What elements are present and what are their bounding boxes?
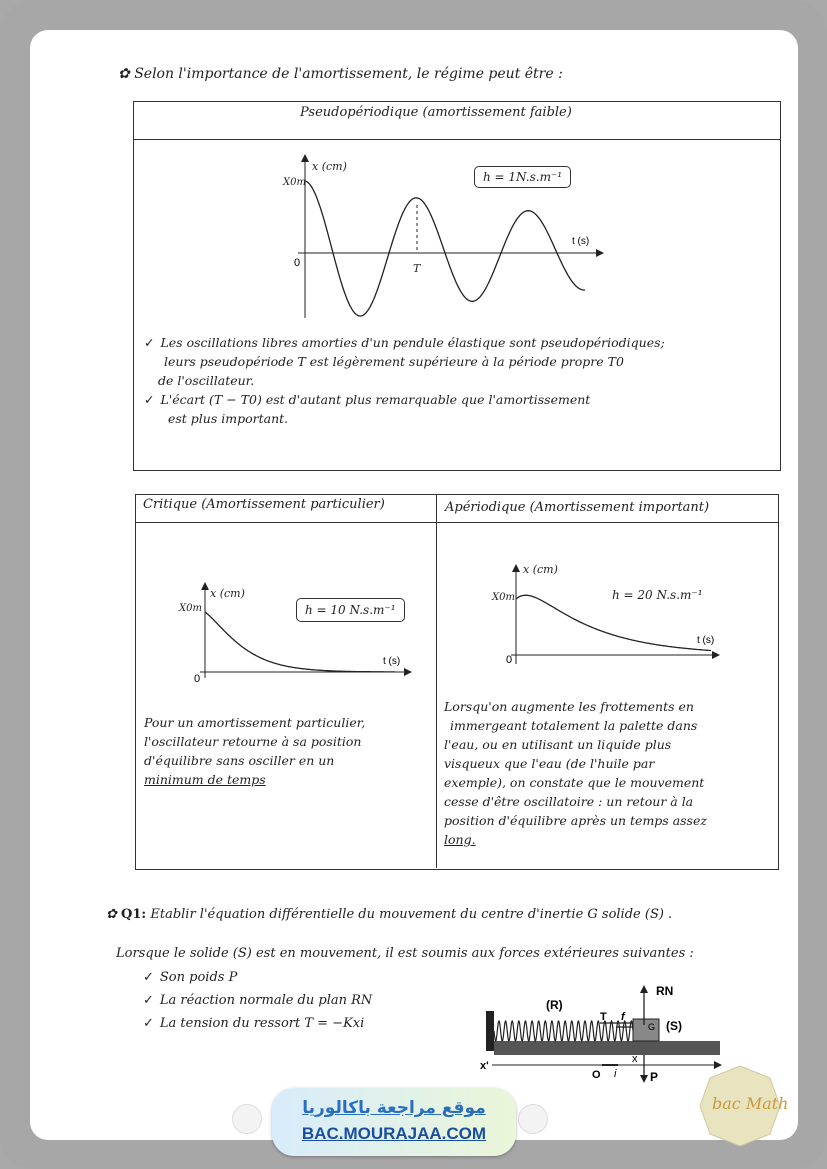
critique-y-arrow: [201, 582, 209, 590]
p-arrowhead: [640, 1075, 648, 1083]
pseudo-y-arrow: [301, 154, 309, 162]
pseudo-h-label: h = 1N.s.m⁻¹: [474, 166, 571, 188]
pseudo-curve: [305, 181, 585, 316]
aperiodique-y-arrow: [512, 564, 520, 572]
bacmath-text: bac Math: [712, 1094, 789, 1113]
aperiodique-line4: visqueux que l'eau (de l'huile par: [444, 756, 655, 771]
flower-bullet-icon: ✿: [106, 907, 117, 922]
pseudo-bullet1-line2: leurs pseudopériode T est légèrement supérieure à la période propre T0: [164, 354, 624, 369]
check-icon: ✓: [143, 970, 154, 985]
q1-text: Etablir l'équation différentielle du mouvement du centre d'inertie G solide (S) .: [150, 907, 673, 922]
fig-P: P: [650, 1070, 659, 1084]
critique-line1: Pour un amortissement particulier,: [144, 715, 366, 730]
two-col-header-divider: [136, 522, 778, 523]
force-normal: ✓ La réaction normale du plan RN: [143, 993, 373, 1008]
ground-plane: [494, 1041, 720, 1055]
critique-line2: l'oscillateur retourne à sa position: [144, 734, 362, 749]
pseudo-x0: X0m: [283, 177, 306, 188]
check-icon: ✓: [143, 1016, 154, 1031]
pseudo-header: Pseudopériodique (amortissement faible): [300, 105, 572, 120]
aperiodique-axis-t: t (s): [697, 635, 715, 646]
critique-header: Critique (Amortissement particulier): [143, 497, 385, 512]
forces-list: [143, 966, 372, 1035]
critique-h-label: h = 10 N.s.m⁻¹: [296, 598, 405, 622]
left-logo-icon: [232, 1104, 262, 1134]
fig-x: x: [632, 1053, 638, 1065]
critique-origin: 0: [194, 673, 201, 685]
aperiodique-header: Apériodique (Amortissement important): [445, 500, 710, 515]
fig-R: (R): [546, 998, 563, 1012]
intro-text: Selon l'importance de l'amortissement, le régime peut être :: [134, 66, 563, 82]
aperiodique-line6: cesse d'être oscillatoire : un retour à la: [444, 794, 694, 809]
wall: [486, 1011, 494, 1051]
check-icon: ✓: [144, 335, 155, 350]
aperiodique-text: [444, 697, 774, 849]
critique-axis-t: t (s): [383, 656, 401, 667]
force-weight: ✓ Son poids P: [143, 970, 238, 985]
aperiodique-origin: 0: [506, 654, 513, 666]
q1-line: [106, 907, 672, 922]
force-tension: ✓ La tension du ressort T = −Kxi: [143, 1016, 365, 1031]
aperiodique-curve: [516, 595, 711, 650]
q1-label: Q1:: [121, 907, 147, 922]
aperiodique-t-arrow: [712, 651, 720, 659]
pseudo-bullet2: ✓ L'écart (T − T0) est d'autant plus remarquable que l'amortissement: [144, 392, 591, 407]
critique-x0: X0m: [179, 603, 202, 614]
aperiodique-line7: position d'équilibre après un temps assez: [444, 813, 707, 828]
aperiodique-line8: long.: [444, 832, 476, 847]
footer-site-link[interactable]: BAC.MOURAJAA.COM: [301, 1124, 487, 1143]
critique-t-arrow: [404, 668, 412, 676]
aperiodique-line2: immergeant totalement la palette dans: [450, 718, 698, 733]
pseudo-axis-x: x (cm): [312, 160, 347, 173]
aperiodique-x0: X0m: [492, 592, 515, 603]
fig-xprime: x': [480, 1060, 489, 1072]
critique-axis-x: x (cm): [210, 587, 245, 600]
fig-S: (S): [666, 1019, 682, 1033]
aperiodique-line5: exemple), on constate que le mouvement: [444, 775, 705, 790]
pseudo-bullet2-line2: est plus important.: [168, 411, 289, 426]
pseudo-T-label: T: [413, 262, 421, 275]
intro-line: [118, 66, 563, 82]
check-icon: ✓: [144, 392, 155, 407]
two-col-divider: [436, 494, 437, 868]
aperiodique-graph: [500, 560, 730, 670]
pseudo-bullets: [144, 333, 774, 428]
critique-line3: d'équilibre sans osciller en un: [144, 753, 335, 768]
fig-f: f: [621, 1011, 625, 1023]
forces-intro: Lorsque le solide (S) est en mouvement, il est soumis aux forces extérieures suivantes :: [116, 946, 694, 961]
pseudo-axis-t: t (s): [572, 236, 590, 247]
fig-G: G: [648, 1022, 656, 1032]
fig-O: O: [592, 1069, 601, 1081]
right-logo-icon: [518, 1104, 548, 1134]
footer-banner[interactable]: [272, 1088, 516, 1156]
rn-arrowhead: [640, 985, 648, 993]
pseudo-bullet1: ✓ Les oscillations libres amorties d'un pendule élastique sont pseudopériodiques;: [144, 335, 665, 350]
fig-i: i: [614, 1068, 617, 1080]
spring-coil-icon: [494, 1021, 633, 1041]
fig-RN: RN: [656, 984, 674, 998]
pseudo-header-divider: [134, 139, 780, 140]
aperiodique-axis-x: x (cm): [523, 563, 558, 576]
pseudo-t-arrow: [596, 249, 604, 257]
pseudo-bullet1-line3: de l'oscillateur.: [158, 373, 255, 388]
aperiodique-line3: l'eau, ou en utilisant un liquide plus: [444, 737, 672, 752]
critique-line4: minimum de temps: [144, 772, 266, 787]
solid-block: [633, 1019, 659, 1041]
pseudo-origin: 0: [294, 257, 301, 269]
footer-arabic: موقع مراجعة باكالوريا: [302, 1098, 486, 1118]
aperiodique-h-label: h = 20 N.s.m⁻¹: [612, 588, 703, 602]
critique-text: [144, 713, 429, 789]
fig-T: T: [600, 1011, 607, 1023]
flower-bullet-icon: ✿: [118, 66, 130, 82]
spring-figure: [478, 975, 728, 1087]
check-icon: ✓: [143, 993, 154, 1008]
aperiodique-line1: Lorsqu'on augmente les frottements en: [444, 699, 694, 714]
